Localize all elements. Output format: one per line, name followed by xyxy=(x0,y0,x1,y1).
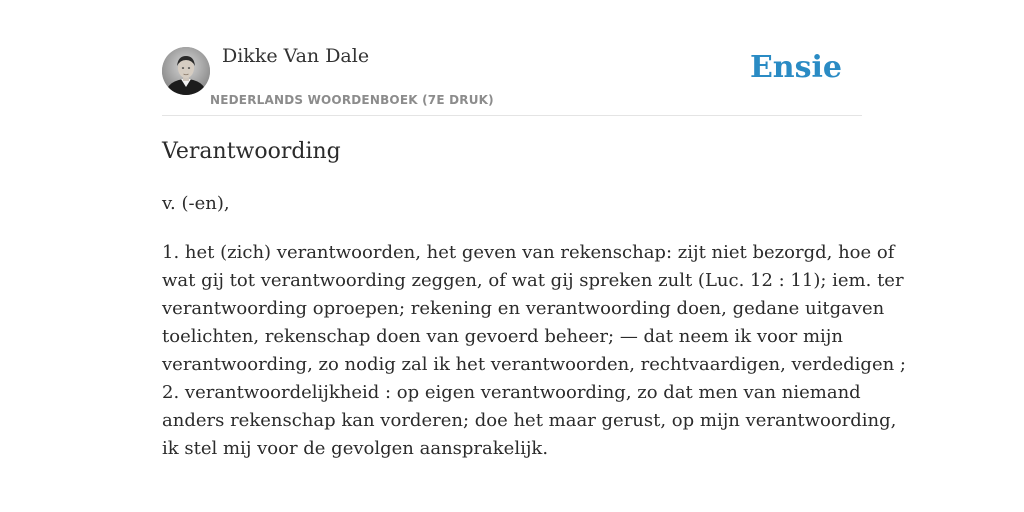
header xyxy=(162,0,862,116)
definition-line: verantwoording oproepen; rekening en verantwoording doen, gedane uitgaven xyxy=(162,298,885,319)
definition-text xyxy=(162,239,906,463)
definition-line: 1. het (zich) verantwoorden, het geven van rekenschap: zijt niet bezorgd, hoe of xyxy=(162,242,895,263)
definition-line: 2. verantwoordelijkheid : op eigen verantwoording, zo dat men van niemand xyxy=(162,382,861,403)
content-container xyxy=(162,0,906,459)
ensie-logo[interactable]: Ensie xyxy=(749,50,842,85)
definition-line: wat gij tot verantwoording zeggen, of wat gij spreken zult (Luc. 12 : 11); iem. ter xyxy=(162,270,904,291)
source-label[interactable]: NEDERLANDS WOORDENBOEK (7E DRUK) xyxy=(210,93,494,107)
grammar-info: v. (-en), xyxy=(162,193,230,214)
definition-line: toelichten, rekenschap doen van gevoerd beheer; — dat neem ik voor mijn xyxy=(162,326,843,347)
author-name[interactable]: Dikke Van Dale xyxy=(222,45,370,67)
definition-line: ik stel mij voor de gevolgen aansprakelijk. xyxy=(162,438,549,459)
definition-line: verantwoording, zo nodig zal ik het verantwoorden, rechtvaardigen, verdedigen ; xyxy=(162,354,906,375)
entry-title: Verantwoording xyxy=(162,139,341,164)
portrait-photo-icon xyxy=(162,47,210,95)
definition-line: anders rekenschap kan vorderen; doe het maar gerust, op mijn verantwoording, xyxy=(162,410,897,431)
avatar[interactable] xyxy=(162,47,210,95)
